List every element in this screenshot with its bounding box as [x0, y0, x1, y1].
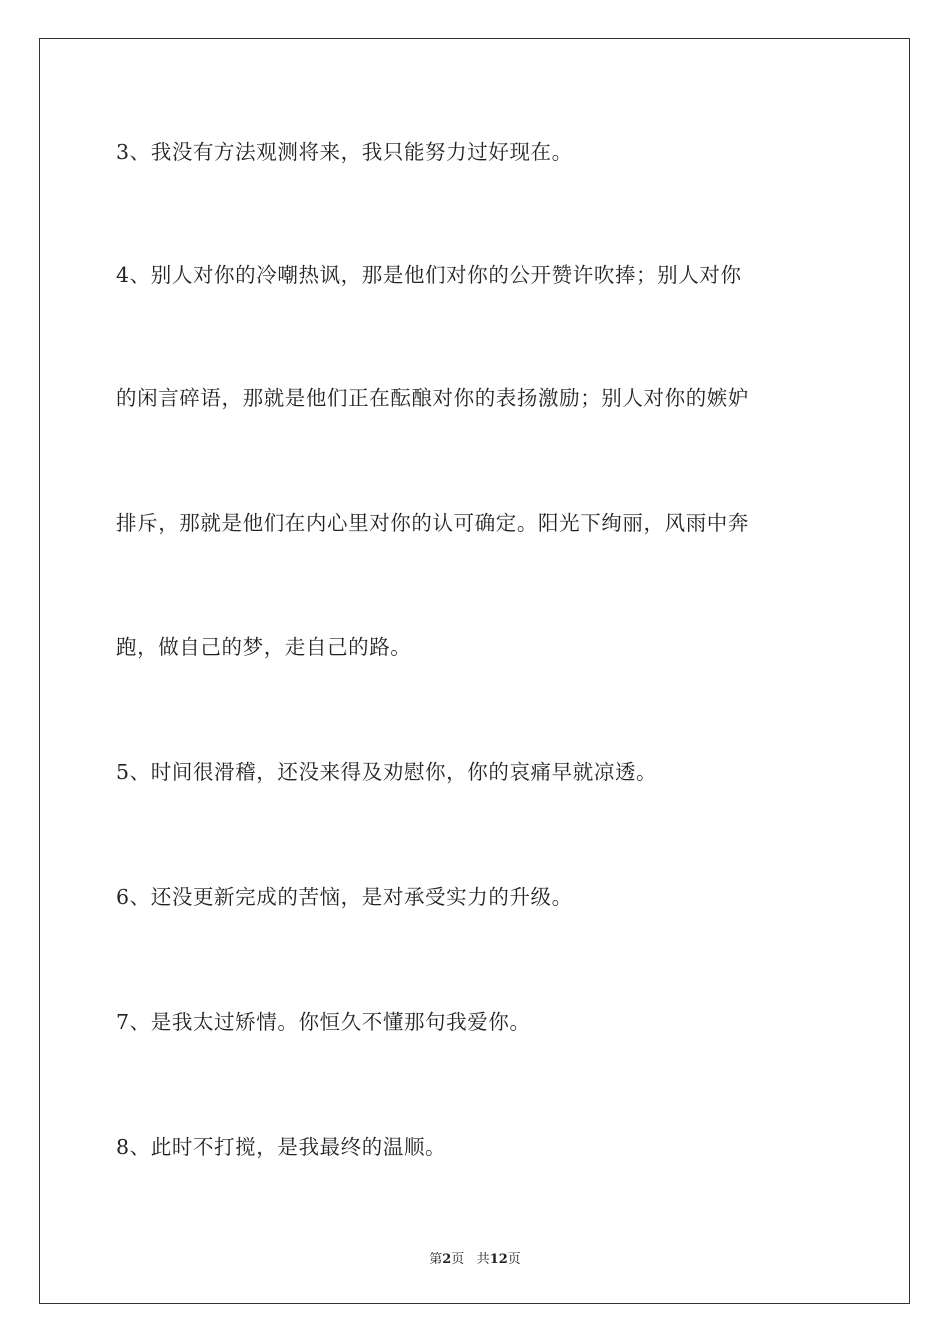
paragraph-line-4: 排斥，那就是他们在内心里对你的认可确定。阳光下绚丽，风雨中奔	[116, 511, 749, 535]
paragraph-line-5: 跑，做自己的梦，走自己的路。	[116, 635, 412, 659]
current-page-number: 2	[442, 1252, 452, 1267]
paragraph-line-3: 的闲言碎语，那就是他们正在酝酿对你的表扬激励；别人对你的嫉妒	[116, 386, 749, 410]
total-prefix: 共	[476, 1252, 490, 1267]
paragraph-line-7: 6、还没更新完成的苦恼，是对承受实力的升级。	[116, 885, 573, 909]
page-footer	[0, 1248, 950, 1267]
page-prefix: 第	[429, 1252, 443, 1267]
page-border	[39, 38, 910, 1304]
paragraph-line-1: 3、我没有方法观测将来，我只能努力过好现在。	[116, 140, 573, 164]
paragraph-line-9: 8、此时不打搅，是我最终的温顺。	[116, 1135, 447, 1159]
paragraph-line-2: 4、别人对你的冷嘲热讽，那是他们对你的公开赞许吹捧；别人对你	[116, 263, 742, 287]
paragraph-line-6: 5、时间很滑稽，还没来得及劝慰你，你的哀痛早就凉透。	[116, 760, 658, 784]
paragraph-line-8: 7、是我太过矫情。你恒久不懂那句我爱你。	[116, 1010, 531, 1034]
page-suffix: 页	[451, 1252, 465, 1267]
total-suffix: 页	[507, 1252, 521, 1267]
total-pages-number: 12	[489, 1252, 508, 1267]
